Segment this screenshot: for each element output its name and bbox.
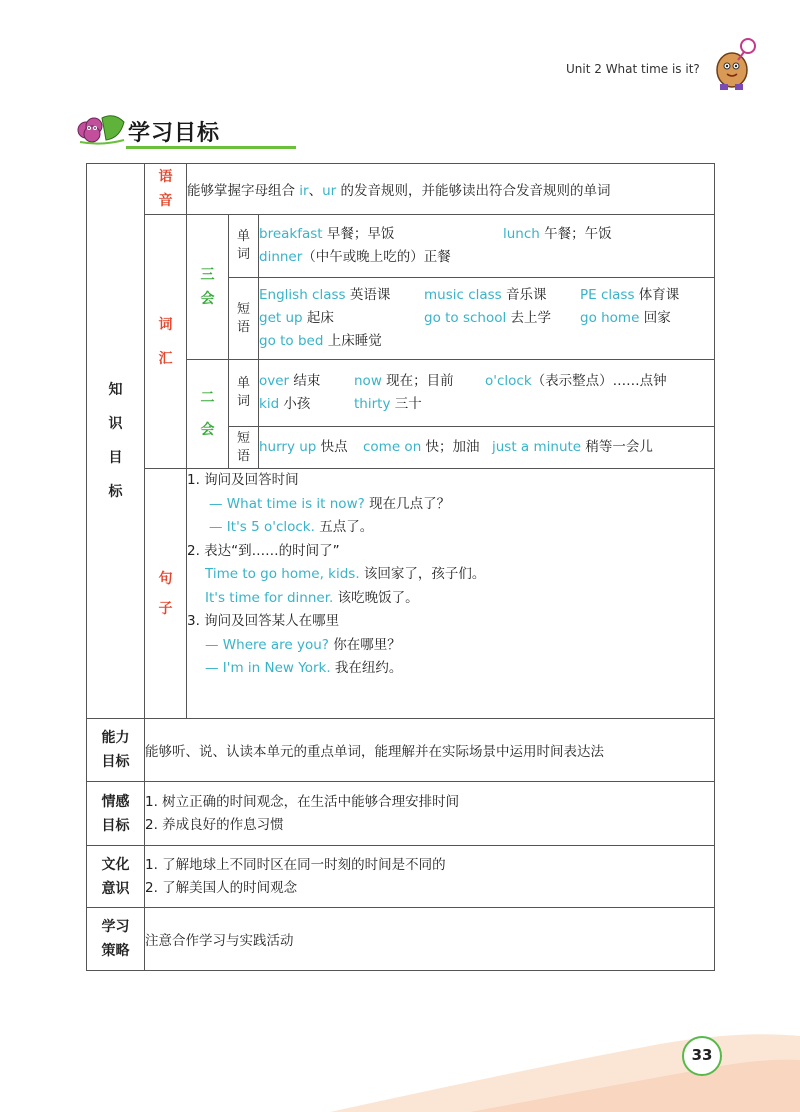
two-words-content	[259, 360, 715, 427]
words-label: 单 词	[229, 215, 259, 278]
list-item: go to bed 上床睡觉	[259, 333, 382, 349]
phonics-content: 能够掌握字母组合 ir、ur 的发音规则，并能够读出符合发音规则的单词	[187, 164, 715, 215]
list-item: kid 小孩	[259, 396, 311, 412]
list-item: dinner（中午或晚上吃的）正餐	[259, 249, 451, 265]
culture-label: 文化 意识	[87, 846, 145, 908]
two-phrases-content	[259, 427, 715, 469]
row-emotion	[87, 782, 715, 846]
culture-content: 1. 了解地球上不同时区在同一时刻的时间是不同的 2. 了解美国人的时间观念	[145, 846, 715, 908]
list-item: music class 音乐课	[424, 287, 547, 303]
list-item: English class 英语课	[259, 287, 391, 303]
sentences-label: 句 子	[145, 469, 187, 719]
row-culture	[87, 846, 715, 908]
sentences-content: 1. 询问及回答时间 — What time is it now? 现在几点了？ — It's 5 o'clock. 五点了。 2. 表达“到……的时间了” Time to go home, kids. 该回家了，孩子们。 It's time for dinner. 该吃晚饭了。 3. 询问及回答某人在哪里 — Where are you? 你在哪里？ — I'm in New York. 我在纽约。	[187, 469, 715, 719]
page-number: 33	[682, 1036, 722, 1076]
three-level-label: 三 会	[187, 215, 229, 360]
list-item: It's time for dinner. 该吃晚饭了。	[205, 589, 419, 606]
phrases-label: 短 语	[229, 278, 259, 360]
row-phonics	[87, 164, 715, 215]
row-ability	[87, 719, 715, 782]
section-title-block	[72, 108, 232, 148]
list-item: PE class 体育课	[580, 287, 680, 303]
two-level-label: 二 会	[187, 360, 229, 469]
three-phrases-content	[259, 278, 715, 360]
list-item: get up 起床	[259, 310, 334, 326]
emotion-label: 情感 目标	[87, 782, 145, 846]
list-item: go to school 去上学	[424, 310, 552, 326]
list-item: lunch 午餐；午饭	[503, 226, 612, 242]
list-item: come on 快；加油	[363, 439, 480, 455]
knowledge-label: 知 识 目 标	[87, 164, 145, 719]
three-words-content	[259, 215, 715, 278]
row-vocab-three-words	[87, 215, 715, 278]
list-item: — What time is it now? 现在几点了？	[209, 495, 451, 512]
list-item: — Where are you? 你在哪里？	[205, 636, 401, 653]
emotion-content: 1. 树立正确的时间观念，在生活中能够合理安排时间 2. 养成良好的作息习惯	[145, 782, 715, 846]
list-item: thirty 三十	[354, 396, 422, 412]
words-label: 单 词	[229, 360, 259, 427]
list-item: — I'm in New York. 我在纽约。	[205, 660, 403, 676]
mascot-illustration	[708, 36, 758, 92]
footer-wave-decoration	[0, 1000, 800, 1112]
list-item: — It's 5 o'clock. 五点了。	[209, 519, 374, 535]
list-item: just a minute 稍等一会儿	[492, 439, 653, 455]
row-sentences	[87, 469, 715, 719]
grape-mascot-icon	[72, 108, 128, 148]
row-strategy	[87, 908, 715, 971]
title-underline	[126, 146, 296, 149]
ability-content: 能够听、说、认读本单元的重点单词，能理解并在实际场景中运用时间表达法	[145, 719, 715, 782]
list-item: o'clock（表示整点）……点钟	[485, 373, 667, 389]
list-item: breakfast 早餐；早饭	[259, 226, 395, 242]
ability-label: 能力 目标	[87, 719, 145, 782]
phrases-label: 短 语	[229, 427, 259, 469]
unit-header: Unit 2 What time is it?	[566, 62, 700, 76]
strategy-label: 学习 策略	[87, 908, 145, 971]
list-item: now 现在；目前	[354, 373, 454, 389]
list-item: Time to go home, kids. 该回家了，孩子们。	[205, 566, 486, 582]
list-item: go home 回家	[580, 310, 671, 326]
list-item: hurry up 快点	[259, 439, 348, 455]
vocab-label: 词 汇	[145, 215, 187, 469]
learning-goals-table	[86, 163, 715, 971]
list-item: over 结束	[259, 373, 321, 389]
phonics-label: 语 音	[145, 164, 187, 215]
strategy-content: 注意合作学习与实践活动	[145, 908, 715, 971]
section-title: 学习目标	[128, 121, 221, 146]
